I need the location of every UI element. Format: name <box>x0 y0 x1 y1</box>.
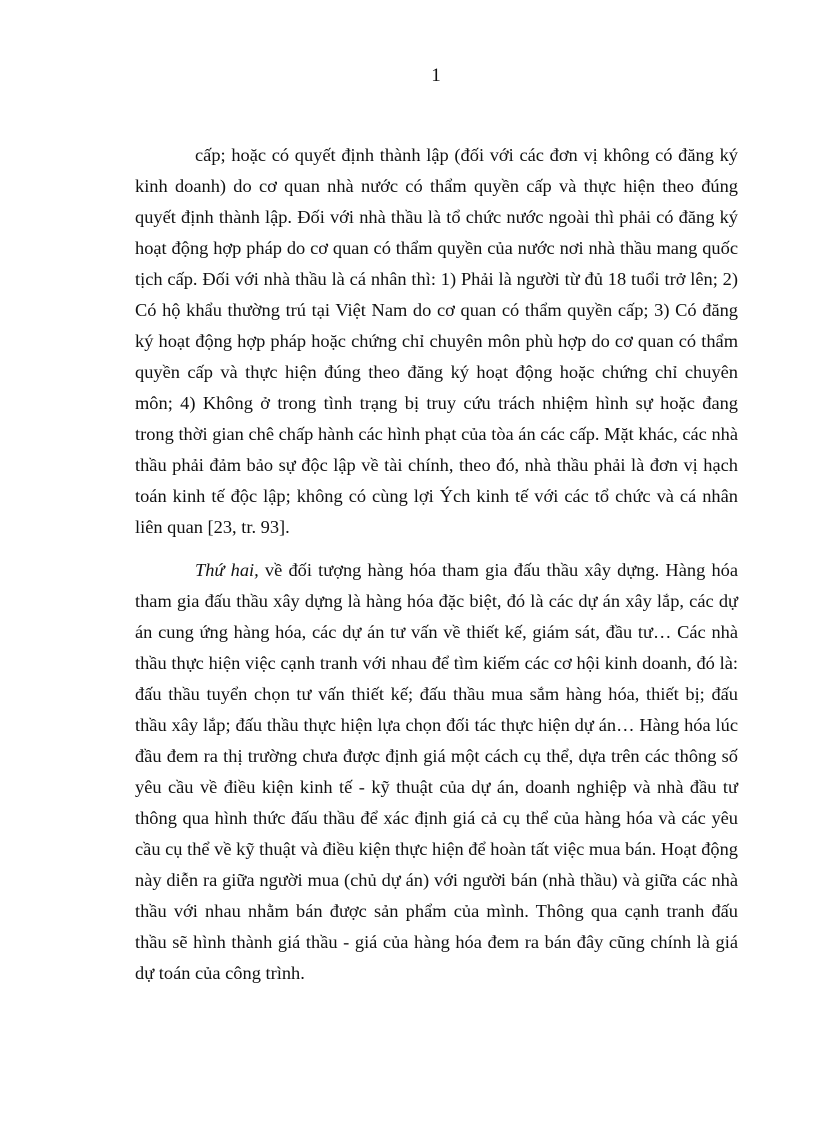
paragraph-2 <box>135 555 738 989</box>
paragraph-2-lead: Thứ hai, <box>195 560 259 580</box>
document-body <box>135 140 738 989</box>
page-number: 1 <box>431 65 441 86</box>
paragraph-2-text: về đối tượng hàng hóa tham gia đấu thầu xây dựng. Hàng hóa tham gia đấu thầu xây dựng là hàng hóa đặc biệt, đó là các dự án xây lắp, các dự án cung ứng hàng hóa, các dự án tư vấn về thiết kế, giám sát, đầu tư… Các nhà thầu thực hiện việc cạnh tranh với nhau để tìm kiếm các cơ hội kinh doanh, đó là: đấu thầu tuyển chọn tư vấn thiết kế; đấu thầu mua sắm hàng hóa, thiết bị; đấu thầu xây lắp; đấu thầu thực hiện lựa chọn đối tác thực hiện dự án… Hàng hóa lúc đầu đem ra thị trường chưa được định giá một cách cụ thể, dựa trên các thông số yêu cầu về điều kiện kinh tế - kỹ thuật của dự án, doanh nghiệp và nhà đầu tư thông qua hình thức đấu thầu để xác định giá cả cụ thể của hàng hóa và các yêu cầu cụ thể về kỹ thuật và điều kiện thực hiện để hoàn tất việc mua bán. Hoạt động này diễn ra giữa người mua (chủ dự án) với người bán (nhà thầu) và giữa các nhà thầu với nhau nhằm bán được sản phẩm của mình. Thông qua cạnh tranh đấu thầu sẽ hình thành giá thầu - giá của hàng hóa đem ra bán đây cũng chính là giá dự toán của công trình. <box>135 560 738 983</box>
paragraph-1: cấp; hoặc có quyết định thành lập (đối với các đơn vị không có đăng ký kinh doanh) do cơ quan nhà nước có thẩm quyền cấp và thực hiện theo đúng quyết định thành lập. Đối với nhà thầu là tổ chức nước ngoài thì phải có đăng ký hoạt động hợp pháp do cơ quan có thẩm quyền của nước nơi nhà thầu mang quốc tịch cấp. Đối với nhà thầu là cá nhân thì: 1) Phải là người từ đủ 18 tuổi trở lên; 2) Có hộ khẩu thường trú tại Việt Nam do cơ quan có thẩm quyền cấp; 3) Có đăng ký hoạt động hợp pháp hoặc chứng chỉ chuyên môn phù hợp do cơ quan có thẩm quyền cấp và thực hiện đúng theo đăng ký hoạt động hoặc chứng chỉ chuyên môn; 4) Không ở trong tình trạng bị truy cứu trách nhiệm hình sự hoặc đang trong thời gian chê chấp hành các hình phạt của tòa án các cấp. Mặt khác, các nhà thầu phải đảm bảo sự độc lập về tài chính, theo đó, nhà thầu phải là đơn vị hạch toán kinh tế độc lập; không có cùng lợi Ých kinh tế với các tổ chức và cá nhân liên quan [23, tr. 93]. <box>135 145 738 537</box>
